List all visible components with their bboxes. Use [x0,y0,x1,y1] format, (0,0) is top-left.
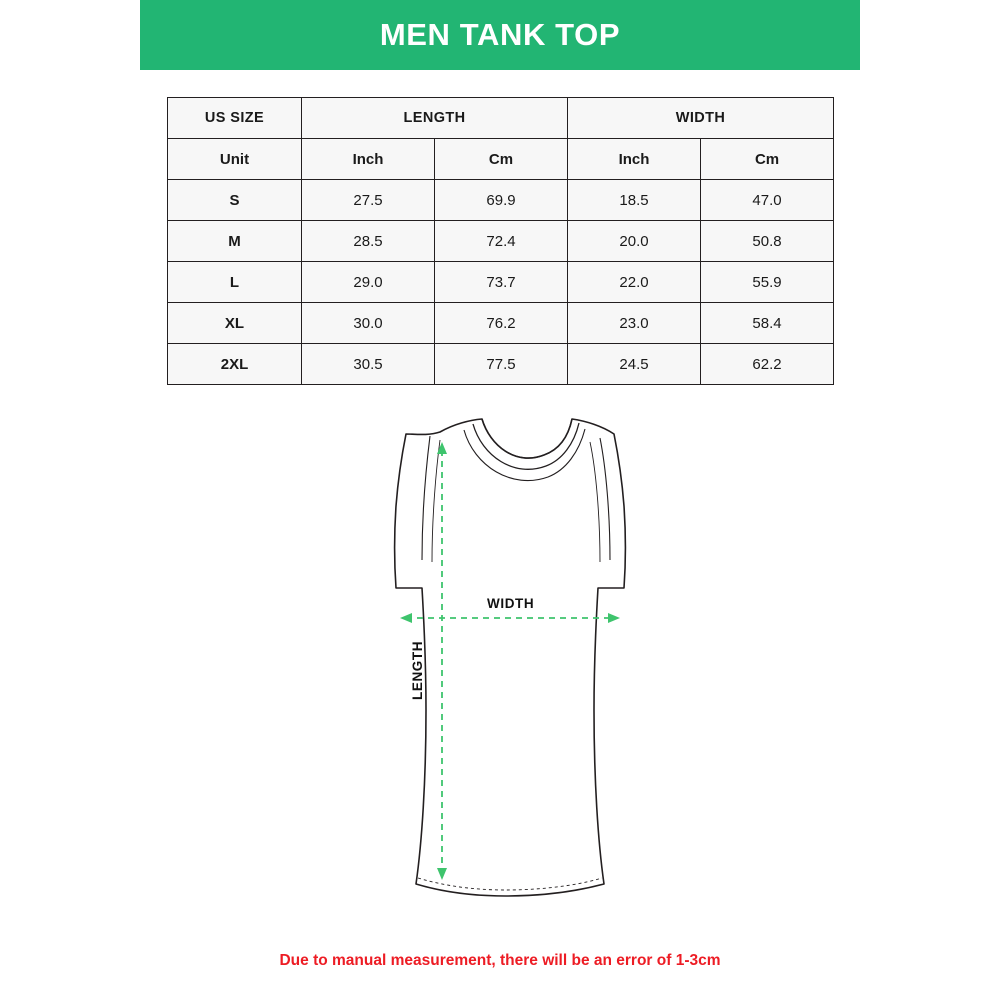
cell-width-inch: 24.5 [568,344,701,385]
cell-width-inch: 22.0 [568,262,701,303]
size-table-container [167,97,834,385]
cell-length-cm: 73.7 [435,262,568,303]
table-unit-row [168,139,834,180]
table-row [168,180,834,221]
cell-size: M [168,221,302,262]
header-banner [140,0,860,70]
unit-length-inch: Inch [302,139,435,180]
cell-size: 2XL [168,344,302,385]
table-group-header-row [168,98,834,139]
cell-width-cm: 47.0 [701,180,834,221]
page-title: MEN TANK TOP [379,17,621,52]
cell-length-cm: 76.2 [435,303,568,344]
header-width: WIDTH [568,98,834,139]
table-row [168,262,834,303]
cell-width-cm: 58.4 [701,303,834,344]
unit-length-cm: Cm [435,139,568,180]
tank-top-illustration [330,410,690,910]
cell-length-inch: 27.5 [302,180,435,221]
cell-length-inch: 30.0 [302,303,435,344]
cell-length-inch: 29.0 [302,262,435,303]
header-us-size: US SIZE [168,98,302,139]
cell-length-inch: 30.5 [302,344,435,385]
cell-size: S [168,180,302,221]
length-measure-label: LENGTH [410,640,425,700]
size-table [167,97,834,385]
cell-width-cm: 62.2 [701,344,834,385]
cell-length-cm: 69.9 [435,180,568,221]
unit-label: Unit [168,139,302,180]
cell-width-inch: 18.5 [568,180,701,221]
table-row [168,344,834,385]
cell-width-cm: 55.9 [701,262,834,303]
cell-width-inch: 20.0 [568,221,701,262]
unit-width-cm: Cm [701,139,834,180]
measurement-disclaimer: Due to manual measurement, there will be an error of 1-3cm [279,952,721,969]
cell-width-cm: 50.8 [701,221,834,262]
width-measure-label: WIDTH [487,596,535,611]
cell-width-inch: 23.0 [568,303,701,344]
table-row [168,303,834,344]
unit-width-inch: Inch [568,139,701,180]
cell-size: XL [168,303,302,344]
cell-length-inch: 28.5 [302,221,435,262]
header-length: LENGTH [302,98,568,139]
cell-length-cm: 77.5 [435,344,568,385]
cell-length-cm: 72.4 [435,221,568,262]
table-row [168,221,834,262]
cell-size: L [168,262,302,303]
